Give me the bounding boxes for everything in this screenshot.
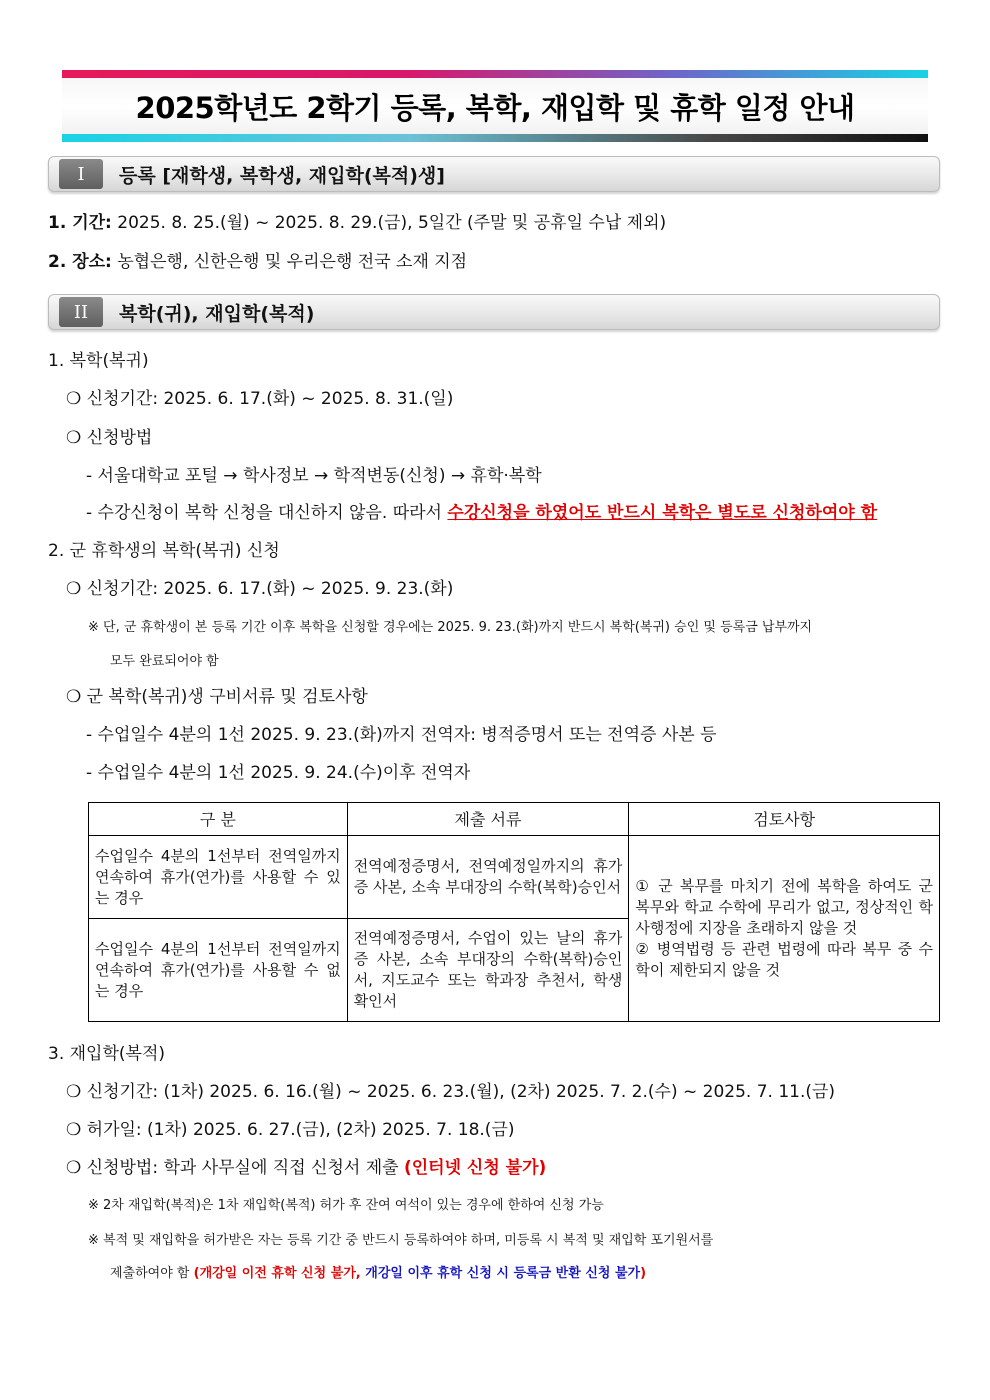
place-text: 농협은행, 신한은행 및 우리은행 전국 소재 지점 <box>111 252 468 272</box>
sub-heading-military-return: 2. 군 휴학생의 복학(복귀) 신청 <box>48 541 280 561</box>
table-cell-documents: 전역예정증명서, 전역예정일까지의 휴가증 사본, 소속 부대장의 수학(복학)승인서 <box>347 836 629 919</box>
section-title: 복학(귀), 재입학(복적) <box>119 303 315 325</box>
table-cell-category: 수업일수 4분의 1선부터 전역일까지 연속하여 휴가(연가)를 사용할 수 없는 경우 <box>89 919 348 1022</box>
readmission-note2-cont <box>110 1264 646 1284</box>
period-label: 1. 기간: <box>48 213 112 233</box>
section-title: 등록 [재학생, 복학생, 재입학(복적)생] <box>119 165 445 187</box>
note-warning-red: (개강일 이전 휴학 신청 불가, <box>193 1266 361 1281</box>
notice-warning: 수강신청을 하였어도 반드시 복학은 별도로 신청하여야 함 <box>447 503 878 523</box>
readmission-permit: ❍ 허가일: (1차) 2025. 6. 27.(금), (2차) 2025. 7. 18.(금) <box>66 1120 515 1140</box>
title-banner <box>62 70 928 142</box>
section-header-registration <box>48 156 940 192</box>
section-number: I <box>59 159 103 189</box>
table-row <box>89 836 940 919</box>
return-method: ❍ 신청방법 <box>66 428 153 448</box>
review-item-1: ① 군 복무를 마치기 전에 복학을 하여도 군 복무와 학교 수학에 무리가 없고, 정상적인 학사행정에 지장을 초래하지 않을 것 <box>635 877 933 937</box>
table-header-row <box>89 803 940 836</box>
notice-text: - 수강신청이 복학 신청을 대신하지 않음. 따라서 <box>86 503 448 523</box>
method-warning: (인터넷 신청 불가) <box>403 1158 547 1178</box>
documents-table <box>88 802 940 1022</box>
table-cell-documents: 전역예정증명서, 수업이 있는 날의 휴가증 사본, 소속 부대장의 수학(복학)승인서, 지도교수 또는 학과장 추천서, 학생 확인서 <box>347 919 629 1022</box>
table-cell-category: 수업일수 4분의 1선부터 전역일까지 연속하여 휴가(연가)를 사용할 수 있는 경우 <box>89 836 348 919</box>
section-number: II <box>59 297 103 327</box>
period-text: 2025. 8. 25.(월) ~ 2025. 8. 29.(금), 5일간 (주말 및 공휴일 수납 제외) <box>111 213 667 233</box>
readmission-note2: ※ 복적 및 재입학을 허가받은 자는 등록 기간 중 반드시 등록하여야 하며, 미등록 시 복적 및 재입학 포기원서를 <box>88 1233 714 1248</box>
sub-heading-return: 1. 복학(복귀) <box>48 351 149 371</box>
table-header-category: 구 분 <box>89 803 348 836</box>
readmission-method <box>66 1156 546 1180</box>
place-label: 2. 장소: <box>48 252 112 272</box>
method-text: ❍ 신청방법: 학과 사무실에 직접 신청서 제출 <box>66 1158 404 1178</box>
note-warning-end: ) <box>640 1266 647 1281</box>
readmission-note1: ※ 2차 재입학(복적)은 1차 재입학(복적) 허가 후 잔여 여석이 있는 경우에 한하여 신청 가능 <box>88 1198 604 1213</box>
readmission-period: ❍ 신청기간: (1차) 2025. 6. 16.(월) ~ 2025. 6. 23.(월), (2차) 2025. 7. 2.(수) ~ 2025. 7. 11.(금) <box>66 1082 836 1102</box>
table-header-review: 검토사항 <box>629 803 940 836</box>
military-return-period: ❍ 신청기간: 2025. 6. 17.(화) ~ 2025. 9. 23.(화) <box>66 579 454 599</box>
military-docs-dash1: - 수업일수 4분의 1선 2025. 9. 23.(화)까지 전역자: 병적증명서 또는 전역증 사본 등 <box>86 725 717 745</box>
section-header-return <box>48 294 940 330</box>
military-note-line2: 모두 완료되어야 함 <box>110 654 219 669</box>
military-docs-heading: ❍ 군 복학(복귀)생 구비서류 및 검토사항 <box>66 687 368 707</box>
note-text: 제출하여야 함 <box>110 1266 194 1281</box>
sub-heading-readmission: 3. 재입학(복적) <box>48 1044 165 1064</box>
table-header-documents: 제출 서류 <box>347 803 629 836</box>
title-bottom-stripe <box>62 134 928 142</box>
review-item-2: ② 병역법령 등 관련 법령에 따라 복무 중 수학이 제한되지 않을 것 <box>635 940 933 979</box>
note-warning-blue: 개강일 이후 휴학 신청 시 등록금 반환 신청 불가 <box>360 1266 641 1281</box>
title-box <box>62 78 928 134</box>
return-period: ❍ 신청기간: 2025. 6. 17.(화) ~ 2025. 8. 31.(일) <box>66 389 454 409</box>
table-cell-review <box>629 836 940 1022</box>
page-title: 2025학년도 2학기 등록, 복학, 재입학 및 휴학 일정 안내 <box>135 90 855 125</box>
registration-period <box>48 211 666 235</box>
military-note-line1: ※ 단, 군 휴학생이 본 등록 기간 이후 복학을 신청할 경우에는 2025. 9. 23.(화)까지 반드시 복학(복귀) 승인 및 등록금 납부까지 <box>88 620 813 635</box>
military-docs-dash2: - 수업일수 4분의 1선 2025. 9. 24.(수)이후 전역자 <box>86 763 471 783</box>
title-top-stripe <box>62 70 928 78</box>
registration-place <box>48 250 467 274</box>
return-method-notice <box>86 501 877 525</box>
return-method-path: - 서울대학교 포털 → 학사정보 → 학적변동(신청) → 휴학·복학 <box>86 466 542 486</box>
